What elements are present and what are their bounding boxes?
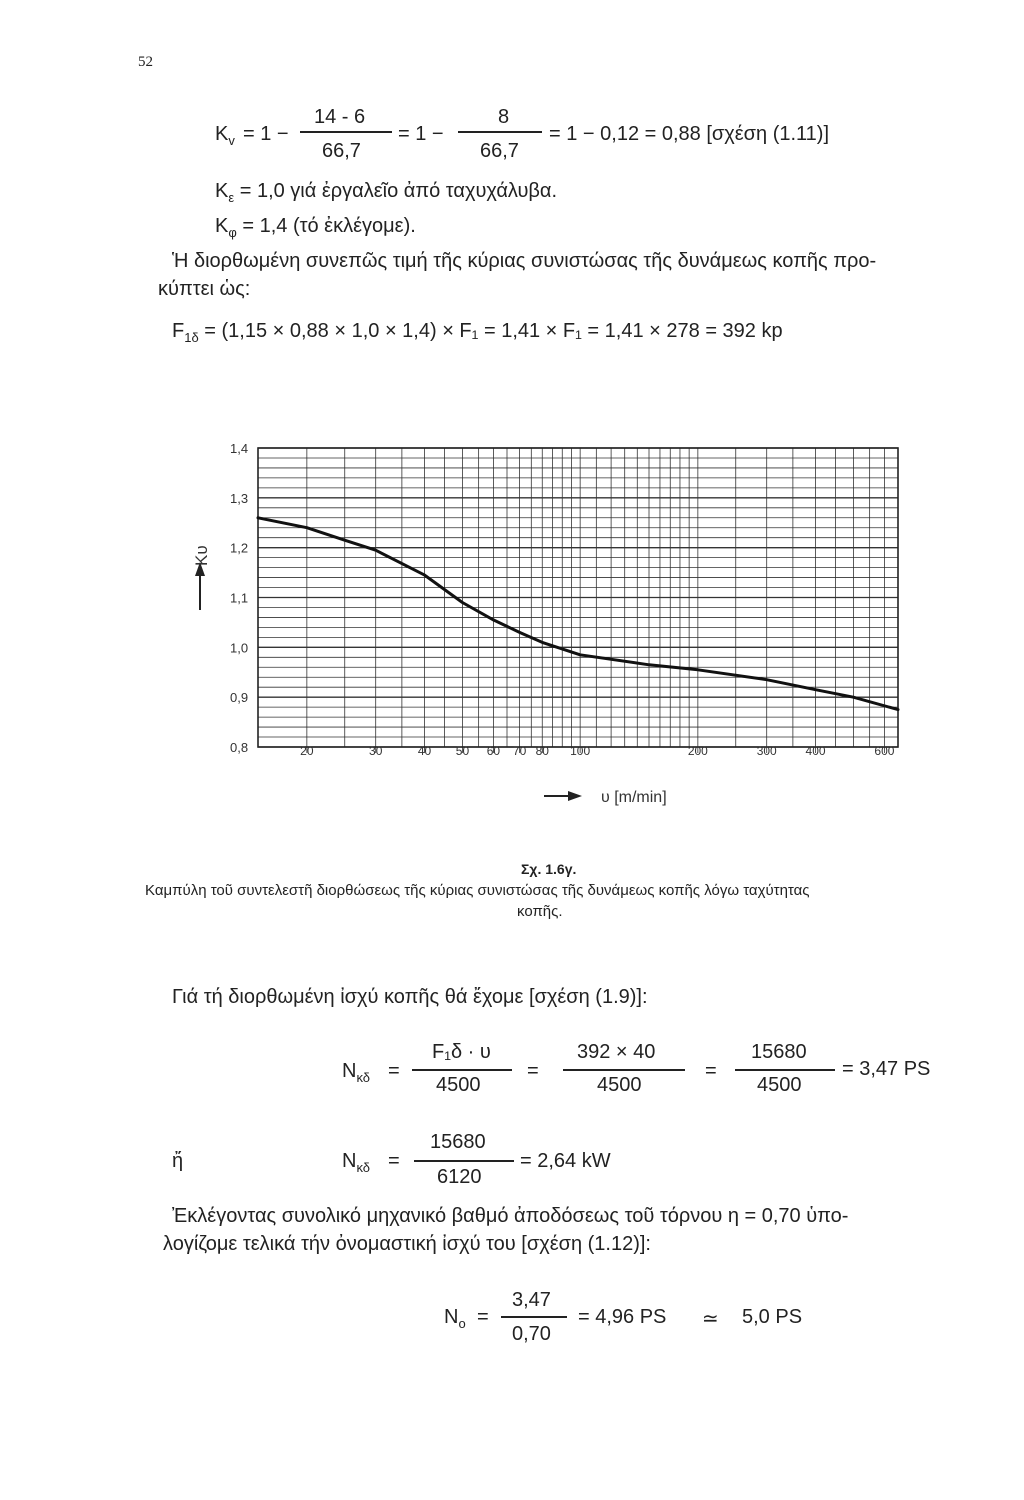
nkd2-result: = 2,64 kW <box>520 1150 611 1172</box>
y-tick-label: 0,8 <box>230 740 249 755</box>
paragraph-3-line1: Ἐκλέγοντας συνολικό μηχανικό βαθμό ἀποδόσεως τοῦ τόρνου η = 0,70 ὑπο- <box>172 1205 849 1227</box>
x-axis-label <box>544 789 667 806</box>
nkd-frac3-den: 4500 <box>757 1074 802 1096</box>
data-point <box>344 539 346 541</box>
x-tick-label: 20 <box>300 744 314 758</box>
svg-text:Kυ: Kυ <box>192 545 211 566</box>
nkd2-num: 15680 <box>430 1131 486 1153</box>
chart-grid <box>258 448 898 753</box>
x-tick-label: 60 <box>486 744 501 758</box>
figure-caption-line1: Καμπύλη τοῦ συντελεστῆ διορθώσεως τῆς κύριας συνιστώσας τῆς δυνάμεως κοπῆς λόγω ταχύτητας <box>145 882 810 899</box>
equation-kf: $K_\varphi = 1,4$ (τό ἐκλέγομε). <box>215 215 416 240</box>
nkd-frac3-bar <box>735 1069 835 1071</box>
n0-approx: ≃ <box>702 1308 719 1330</box>
paragraph-1-line1: Ἡ διορθωμένη συνεπῶς τιμή τῆς κύριας συνιστώσας τῆς δυνάμεως κοπῆς προ- <box>172 250 877 272</box>
n0-bar <box>501 1316 567 1318</box>
nkd-eq2: = <box>527 1060 539 1082</box>
kv-eq2: = 1 − <box>398 123 444 145</box>
chart-series <box>257 517 899 711</box>
nkd-eq3: = <box>705 1060 717 1082</box>
nkd-frac1-num: F₁δ · υ <box>432 1041 491 1063</box>
y-axis-label <box>192 545 211 610</box>
kv-result: = 1 − 0,12 = 0,88 [σχέση (1.11)] <box>549 123 830 145</box>
n0-num: 3,47 <box>512 1289 551 1311</box>
series-line-kv <box>258 518 898 710</box>
data-point <box>518 631 520 633</box>
data-point <box>257 517 259 519</box>
data-point <box>579 654 581 656</box>
equation-ke: $K_\varepsilon = 1,0$ γιά ἐργαλεῖο ἀπό ταχυχάλυβα. <box>215 180 558 205</box>
n0-den: 0,70 <box>512 1323 551 1345</box>
kv-frac1-den: 66,7 <box>322 140 361 162</box>
kv-frac2-num: 8 <box>498 106 510 128</box>
x-tick-label: 100 <box>570 744 591 758</box>
data-point <box>461 601 463 603</box>
kv-frac2-den: 66,7 <box>480 140 519 162</box>
svg-text:υ [m/min]: υ [m/min] <box>601 789 667 806</box>
paragraph-1-line2: κύπτει ὡς: <box>158 278 251 300</box>
nkd-frac2-num: 392 × 40 <box>577 1041 656 1063</box>
nkd-symbol: $N_{\kappa\delta}$ <box>342 1060 371 1085</box>
n0-final: 5,0 PS <box>742 1306 803 1328</box>
nkd-eq1: = <box>388 1060 400 1082</box>
data-point <box>423 574 425 576</box>
data-point <box>814 688 816 690</box>
y-tick-label: 1,1 <box>230 590 249 606</box>
equation-f1d: $F_{1\delta} = (1,15 \times 0,88 \times 1,0 \times 1,4) \times F_1 = 1,41 \times F_1 = 1,41 \times 278 = 392$ kp <box>172 320 783 345</box>
kv-eq1: = 1 − <box>243 123 289 145</box>
data-point <box>897 708 899 710</box>
y-tick-label: 1,2 <box>230 540 249 556</box>
or-word: ἤ <box>172 1150 184 1172</box>
kv-frac1-num: 14 - 6 <box>314 106 366 128</box>
y-tick-label: 1,3 <box>230 490 249 506</box>
x-tick-label: 400 <box>805 744 826 758</box>
y-tick-label: 1,4 <box>230 441 249 456</box>
paragraph-2: Γιά τή διορθωμένη ἰσχύ κοπῆς θά ἔχομε [σχέση (1.9)]: <box>172 986 648 1008</box>
figure-label: Σχ. 1.6γ. <box>521 861 577 877</box>
paragraph-3-line2: λογίζομε τελικά τήν ὀνομαστική ἰσχύ του [σχέση (1.12)]: <box>163 1233 651 1255</box>
nkd2-symbol: $N_{\kappa\delta}$ <box>342 1150 371 1175</box>
x-tick-label: 50 <box>455 744 470 758</box>
y-axis-ticks <box>230 441 248 755</box>
x-tick-label: 40 <box>417 744 432 758</box>
y-tick-label: 0,9 <box>230 690 249 706</box>
data-point <box>541 641 543 643</box>
nkd-frac3-num: 15680 <box>751 1041 807 1063</box>
page-number: 52 <box>138 54 153 70</box>
data-point <box>697 669 699 671</box>
nkd-frac2-den: 4500 <box>597 1074 642 1096</box>
x-tick-label: 200 <box>687 744 708 758</box>
n0-result: = 4,96 PS <box>578 1306 667 1328</box>
nkd-result-ps: = 3,47 PS <box>842 1058 931 1080</box>
x-tick-label: 30 <box>369 744 383 758</box>
nkd2-bar <box>414 1160 514 1162</box>
data-point <box>648 664 650 666</box>
nkd2-den: 6120 <box>437 1166 482 1188</box>
nkd-frac1-bar <box>412 1069 512 1071</box>
data-point <box>492 619 494 621</box>
x-tick-label: 70 <box>512 744 527 758</box>
nkd-frac2-bar <box>563 1069 685 1071</box>
data-point <box>852 696 854 698</box>
x-tick-label: 80 <box>535 744 549 758</box>
data-point <box>766 679 768 681</box>
n0-symbol: $N_o$ <box>444 1306 466 1331</box>
x-tick-label: 600 <box>874 744 895 758</box>
kv-symbol: $K_v$ <box>215 123 235 148</box>
figure-caption-line2: κοπῆς. <box>517 903 563 920</box>
nkd2-eq: = <box>388 1150 400 1172</box>
nkd-frac1-den: 4500 <box>436 1074 481 1096</box>
x-tick-label: 300 <box>756 744 777 758</box>
n0-eq: = <box>477 1306 489 1328</box>
x-axis-ticks <box>300 744 895 758</box>
y-tick-label: 1,0 <box>230 640 249 656</box>
data-point <box>375 549 377 551</box>
data-point <box>306 527 308 529</box>
